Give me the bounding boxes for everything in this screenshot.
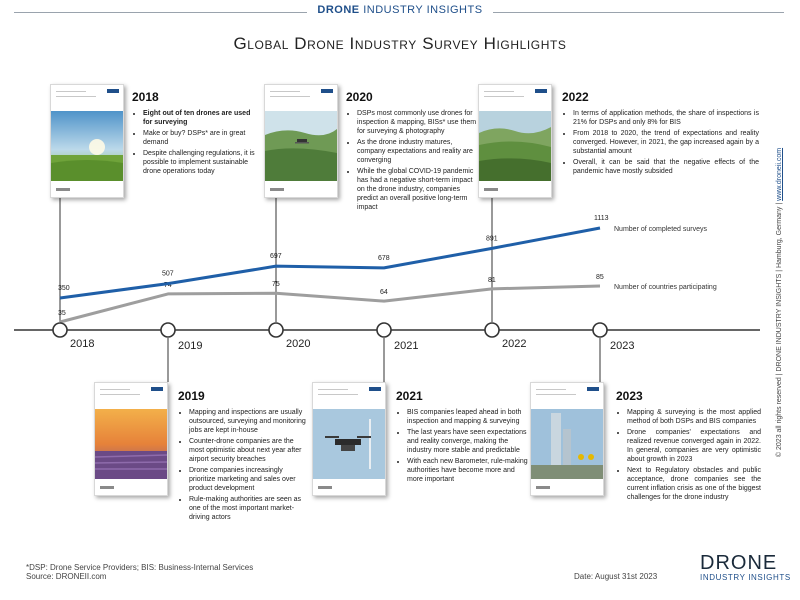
data-label: 350 <box>58 285 70 292</box>
data-label: 507 <box>162 270 174 278</box>
bullet: • Drone companies' expectations and realized revenue converged again in 2022. In general, companies are very optimistic about growth in 2023 <box>627 428 761 464</box>
timeline-marker <box>161 323 175 337</box>
x-tick-label: 2018 <box>70 338 95 350</box>
copyright-text: © 2023 all rights reserved | DRONE INDUSTRY INSIGHTS | Hamburg, Germany | <box>776 202 783 458</box>
bullet: • DSPs most commonly use drones for inspection & mapping, BISs* use them for surveying & photography <box>357 109 479 136</box>
bullet: • Make or buy? DSPs* are in great demand <box>143 129 261 147</box>
data-label: 85 <box>596 274 604 281</box>
timeline-marker <box>377 323 391 337</box>
year-heading-2019: 2019 <box>178 389 205 403</box>
bullets-2018 <box>133 109 261 178</box>
data-label: 1113 <box>594 215 609 222</box>
bullets-2023 <box>617 408 761 504</box>
bullet: • BIS companies leaped ahead in both inspection and mapping & surveying <box>407 408 529 426</box>
bullet: • Rule-making authorities are seen as one of the most important market-driving actors <box>189 495 309 522</box>
brand-logo-text: DRONE <box>700 552 778 574</box>
brand-logo-subtitle: INDUSTRY INSIGHTS <box>700 573 791 582</box>
bullet: • From 2018 to 2020, the trend of expectations and reality converged. However, in 2021, the gap increased again by a substantial amount <box>573 129 759 156</box>
bullet: • In terms of application methods, the share of inspections is 21% for DSPs and only 8% for BIS <box>573 109 759 127</box>
timeline-marker <box>485 323 499 337</box>
x-tick-label: 2022 <box>502 338 527 350</box>
bullet: • As the drone industry matures, company expectations and reality are converging <box>357 138 479 165</box>
timeline-marker <box>53 323 67 337</box>
website-link[interactable]: www.droneii.com <box>776 147 783 201</box>
data-label: 891 <box>486 235 498 243</box>
bullets-2022 <box>563 109 759 178</box>
series-name-label: Number of completed surveys <box>614 226 707 233</box>
x-tick-label: 2021 <box>394 340 419 352</box>
bullet: • Despite challenging regulations, it is possible to implement sustainable drone operations today <box>143 149 261 176</box>
footnote-source: Source: DRONEII.com <box>26 572 107 581</box>
bullet: • Mapping and inspections are usually outsourced, surveying and monitoring jobs are kept in-house <box>189 408 309 435</box>
side-copyright <box>774 20 788 585</box>
data-label: 81 <box>488 276 496 284</box>
data-label: 74 <box>164 281 172 289</box>
x-tick-label: 2019 <box>178 340 203 352</box>
x-tick-label: 2020 <box>286 338 311 350</box>
bullet: • Eight out of ten drones are used for surveying <box>143 109 261 127</box>
page-title: Global Drone Industry Survey Highlights <box>233 34 567 53</box>
bullet: • Overall, it can be said that the negative effects of the pandemic have mostly subsided <box>573 158 759 176</box>
bullet: • While the global COVID-19 pandemic has had a negative short-term impact on the drone industry, companies predict an overall positive long-term impact <box>357 167 479 212</box>
bullet: • Counter-drone companies are the most optimistic about next year after airport security breaches <box>189 437 309 464</box>
report-cover-2018 <box>50 84 124 198</box>
bullet: • Drone companies increasingly prioritize marketing and sales over product development <box>189 466 309 493</box>
year-heading-2023: 2023 <box>616 389 643 403</box>
report-cover-2020 <box>264 84 338 198</box>
timeline-marker <box>269 323 283 337</box>
series-line <box>60 286 600 322</box>
bullet: • Next to Regulatory obstacles and public acceptance, drone companies see the current inflation crisis as one of the biggest challenges for the drone industry <box>627 466 761 502</box>
footnote-definitions: *DSP: Drone Service Providers; BIS: Business-Internal Services <box>26 563 254 572</box>
data-label: 75 <box>272 281 280 289</box>
bullets-2021 <box>397 408 529 486</box>
report-cover-2019 <box>94 382 168 496</box>
data-label: 35 <box>58 310 66 317</box>
report-cover-2023 <box>530 382 604 496</box>
data-label: 678 <box>378 254 390 262</box>
top-brand-rest: INDUSTRY INSIGHTS <box>363 4 483 16</box>
date-label: Date: August 31st 2023 <box>574 572 658 581</box>
report-cover-2021 <box>312 382 386 496</box>
year-heading-2020: 2020 <box>346 90 373 104</box>
report-cover-2022 <box>478 84 552 198</box>
data-label: 697 <box>270 253 282 261</box>
year-heading-2022: 2022 <box>562 90 589 104</box>
year-heading-2021: 2021 <box>396 389 423 403</box>
bullet: • With each new Barometer, rule-making authorities have become more and more important <box>407 457 529 484</box>
bullets-2020 <box>347 109 479 214</box>
timeline-marker <box>593 323 607 337</box>
data-label: 64 <box>380 289 388 297</box>
year-heading-2018: 2018 <box>132 90 159 104</box>
bullet: • The last years have seen expectations and reality converge, making the industry more stable and predictable <box>407 428 529 455</box>
top-brand-bold: DRONE <box>317 4 360 16</box>
bullets-2019 <box>179 408 309 524</box>
x-tick-label: 2023 <box>610 340 635 352</box>
bullet: • Mapping & surveying is the most applied method of both DSPs and BIS companies <box>627 408 761 426</box>
footnote <box>26 563 253 581</box>
series-name-label: Number of countries participating <box>614 284 717 291</box>
